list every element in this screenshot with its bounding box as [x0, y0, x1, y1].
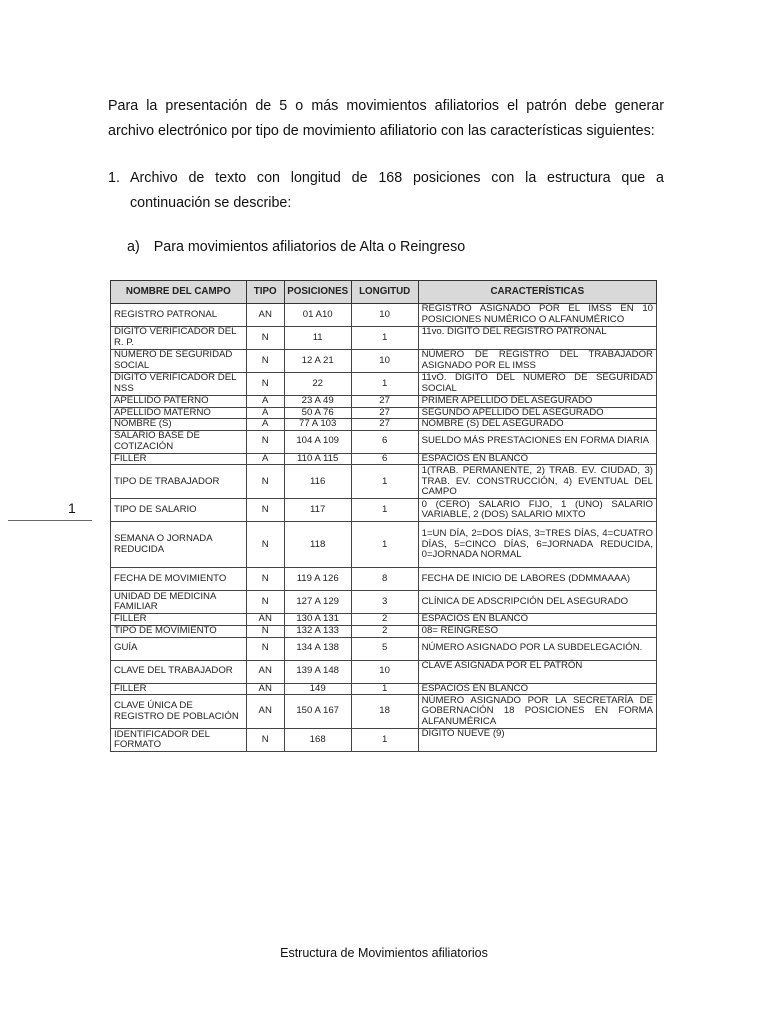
cell-campo: SEMANA O JORNADA REDUCIDA: [111, 522, 247, 568]
cell-posiciones: 139 A 148: [284, 660, 351, 683]
cell-tipo: N: [246, 522, 284, 568]
cell-tipo: AN: [246, 304, 284, 327]
cell-tipo: N: [246, 465, 284, 499]
cell-caracteristicas: NÚMERO ASIGNADO POR LA SUBDELEGACIÓN.: [418, 637, 656, 660]
cell-caracteristicas: REGISTRO ASIGNADO POR EL IMSS EN 10 POSICIONES NUMÉRICO O ALFANUMÉRICO: [418, 304, 656, 327]
item-number: 1.: [108, 170, 120, 186]
cell-tipo: N: [246, 637, 284, 660]
cell-campo: APELLIDO PATERNO: [111, 396, 247, 408]
cell-campo: DÍGITO VERIFICADOR DEL R. P.: [111, 327, 247, 350]
cell-posiciones: 150 A 167: [284, 695, 351, 729]
table-row: [111, 396, 657, 408]
cell-caracteristicas: DÍGITO NUEVE (9): [418, 729, 656, 752]
header-posiciones: POSICIONES: [284, 281, 351, 304]
cell-longitud: 10: [351, 350, 418, 373]
cell-campo: TIPO DE MOVIMIENTO: [111, 625, 247, 637]
cell-longitud: 18: [351, 695, 418, 729]
cell-longitud: 6: [351, 430, 418, 453]
table-row: [111, 568, 657, 591]
table-row: [111, 729, 657, 752]
cell-longitud: 10: [351, 304, 418, 327]
cell-tipo: A: [246, 453, 284, 465]
table-row: [111, 465, 657, 499]
table-row: [111, 637, 657, 660]
cell-campo: FILLER: [111, 683, 247, 695]
cell-caracteristicas: 08= REINGRESO: [418, 625, 656, 637]
cell-caracteristicas: FECHA DE INICIO DE LABORES (DDMMAAAA): [418, 568, 656, 591]
cell-campo: SALARIO BASE DE COTIZACIÓN: [111, 430, 247, 453]
cell-caracteristicas: ESPACIOS EN BLANCO: [418, 683, 656, 695]
cell-caracteristicas: SUELDO MÁS PRESTACIONES EN FORMA DIARIA: [418, 430, 656, 453]
cell-campo: FECHA DE MOVIMIENTO: [111, 568, 247, 591]
table-row: [111, 453, 657, 465]
cell-tipo: N: [246, 499, 284, 522]
cell-caracteristicas: NÚMERO ASIGNADO POR LA SECRETARÍA DE GOBERNACIÓN 18 POSICIONES EN FORMA ALFANUMÉRICA: [418, 695, 656, 729]
table-row: [111, 614, 657, 626]
cell-campo: DÍGITO VERIFICADOR DEL NSS: [111, 373, 247, 396]
cell-longitud: 8: [351, 568, 418, 591]
numbered-item-1: [108, 166, 664, 216]
cell-tipo: N: [246, 591, 284, 614]
cell-posiciones: 104 A 109: [284, 430, 351, 453]
cell-posiciones: 118: [284, 522, 351, 568]
sub-item-label: a): [127, 239, 140, 255]
table-row: [111, 499, 657, 522]
table-row: [111, 373, 657, 396]
cell-tipo: AN: [246, 695, 284, 729]
page-footer: Estructura de Movimientos afiliatorios: [280, 946, 488, 960]
cell-campo: GUÍA: [111, 637, 247, 660]
cell-campo: CLAVE ÚNICA DE REGISTRO DE POBLACIÓN: [111, 695, 247, 729]
intro-paragraph: Para la presentación de 5 o más movimientos afiliatorios el patrón debe generar archivo electrónico por tipo de movimiento afiliatorio con las características siguientes:: [108, 98, 664, 139]
table-header-row: [111, 281, 657, 304]
margin-divider: [8, 520, 92, 521]
table-row: [111, 695, 657, 729]
cell-longitud: 2: [351, 625, 418, 637]
cell-caracteristicas: 11vo. DÍGITO DEL REGISTRO PATRONAL: [418, 327, 656, 350]
cell-campo: NOMBRE (S): [111, 419, 247, 431]
cell-posiciones: 77 A 103: [284, 419, 351, 431]
cell-caracteristicas: CLÍNICA DE ADSCRIPCIÓN DEL ASEGURADO: [418, 591, 656, 614]
cell-caracteristicas: NOMBRE (S) DEL ASEGURADO: [418, 419, 656, 431]
cell-campo: NÚMERO DE SEGURIDAD SOCIAL: [111, 350, 247, 373]
table-row: [111, 522, 657, 568]
cell-tipo: N: [246, 729, 284, 752]
cell-longitud: 2: [351, 614, 418, 626]
cell-posiciones: 149: [284, 683, 351, 695]
cell-posiciones: 11: [284, 327, 351, 350]
cell-campo: TIPO DE TRABAJADOR: [111, 465, 247, 499]
header-campo: NOMBRE DEL CAMPO: [111, 281, 247, 304]
cell-longitud: 1: [351, 465, 418, 499]
cell-campo: FILLER: [111, 453, 247, 465]
cell-longitud: 1: [351, 522, 418, 568]
table-row: [111, 407, 657, 419]
cell-posiciones: 50 A 76: [284, 407, 351, 419]
item-text: Archivo de texto con longitud de 168 posiciones con la estructura que a continuación se describe:: [130, 170, 664, 211]
cell-tipo: AN: [246, 614, 284, 626]
cell-posiciones: 130 A 131: [284, 614, 351, 626]
cell-longitud: 27: [351, 396, 418, 408]
cell-longitud: 1: [351, 729, 418, 752]
cell-caracteristicas: ESPACIOS EN BLANCO: [418, 453, 656, 465]
sub-item-text: Para movimientos afiliatorios de Alta o Reingreso: [153, 239, 466, 255]
cell-longitud: 3: [351, 591, 418, 614]
cell-tipo: AN: [246, 660, 284, 683]
cell-caracteristicas: ESPACIOS EN BLANCO: [418, 614, 656, 626]
cell-posiciones: 22: [284, 373, 351, 396]
cell-longitud: 1: [351, 373, 418, 396]
sub-item-a: [127, 237, 465, 257]
cell-tipo: N: [246, 350, 284, 373]
header-tipo: TIPO: [246, 281, 284, 304]
table-row: [111, 625, 657, 637]
cell-caracteristicas: 1(TRAB. PERMANENTE, 2) TRAB. EV. CIUDAD, 3) TRAB. EV. CONSTRUCCIÓN, 4) EVENTUAL DEL CAMPO: [418, 465, 656, 499]
cell-caracteristicas: CLAVE ASIGNADA POR EL PATRÓN: [418, 660, 656, 683]
cell-campo: FILLER: [111, 614, 247, 626]
cell-longitud: 1: [351, 499, 418, 522]
cell-campo: CLAVE DEL TRABAJADOR: [111, 660, 247, 683]
table-row: [111, 660, 657, 683]
cell-longitud: 1: [351, 327, 418, 350]
cell-longitud: 1: [351, 683, 418, 695]
table-row: [111, 591, 657, 614]
cell-posiciones: 134 A 138: [284, 637, 351, 660]
cell-tipo: A: [246, 407, 284, 419]
cell-tipo: N: [246, 373, 284, 396]
cell-longitud: 27: [351, 419, 418, 431]
cell-caracteristicas: 1=UN DÍA, 2=DOS DÍAS, 3=TRES DÍAS, 4=CUATRO DÍAS, 5=CINCO DÍAS, 6=JORNADA REDUCIDA, 0=JORNADA NORMAL: [418, 522, 656, 568]
cell-tipo: N: [246, 327, 284, 350]
cell-posiciones: 110 A 115: [284, 453, 351, 465]
cell-caracteristicas: 0 (CERO) SALARIO FIJO, 1 (UNO) SALARIO VARIABLE, 2 (DOS) SALARIO MIXTO: [418, 499, 656, 522]
cell-posiciones: 117: [284, 499, 351, 522]
table-row: [111, 419, 657, 431]
cell-posiciones: 168: [284, 729, 351, 752]
header-longitud: LONGITUD: [351, 281, 418, 304]
table-row: [111, 683, 657, 695]
cell-posiciones: 116: [284, 465, 351, 499]
table-row: [111, 430, 657, 453]
cell-campo: UNIDAD DE MEDICINA FAMILIAR: [111, 591, 247, 614]
cell-posiciones: 01 A10: [284, 304, 351, 327]
table-row: [111, 350, 657, 373]
cell-tipo: N: [246, 625, 284, 637]
cell-campo: REGISTRO PATRONAL: [111, 304, 247, 327]
table-row: [111, 327, 657, 350]
cell-caracteristicas: 11vO. DÍGITO DEL NÚMERO DE SEGURIDAD SOCIAL: [418, 373, 656, 396]
cell-tipo: N: [246, 568, 284, 591]
cell-tipo: AN: [246, 683, 284, 695]
cell-posiciones: 12 A 21: [284, 350, 351, 373]
header-caracteristicas: CARACTERÍSTICAS: [418, 281, 656, 304]
cell-caracteristicas: SEGUNDO APELLIDO DEL ASEGURADO: [418, 407, 656, 419]
cell-caracteristicas: NÚMERO DE REGISTRO DEL TRABAJADOR ASIGNADO POR EL IMSS: [418, 350, 656, 373]
cell-longitud: 6: [351, 453, 418, 465]
cell-longitud: 27: [351, 407, 418, 419]
cell-caracteristicas: PRIMER APELLIDO DEL ASEGURADO: [418, 396, 656, 408]
fields-table: [110, 280, 657, 752]
cell-posiciones: 132 A 133: [284, 625, 351, 637]
cell-longitud: 5: [351, 637, 418, 660]
cell-tipo: A: [246, 419, 284, 431]
cell-longitud: 10: [351, 660, 418, 683]
cell-posiciones: 23 A 49: [284, 396, 351, 408]
cell-posiciones: 127 A 129: [284, 591, 351, 614]
margin-page-number: 1: [68, 500, 76, 516]
cell-posiciones: 119 A 126: [284, 568, 351, 591]
cell-tipo: A: [246, 396, 284, 408]
cell-campo: IDENTIFICADOR DEL FORMATO: [111, 729, 247, 752]
cell-campo: APELLIDO MATERNO: [111, 407, 247, 419]
cell-tipo: N: [246, 430, 284, 453]
cell-campo: TIPO DE SALARIO: [111, 499, 247, 522]
table-row: [111, 304, 657, 327]
